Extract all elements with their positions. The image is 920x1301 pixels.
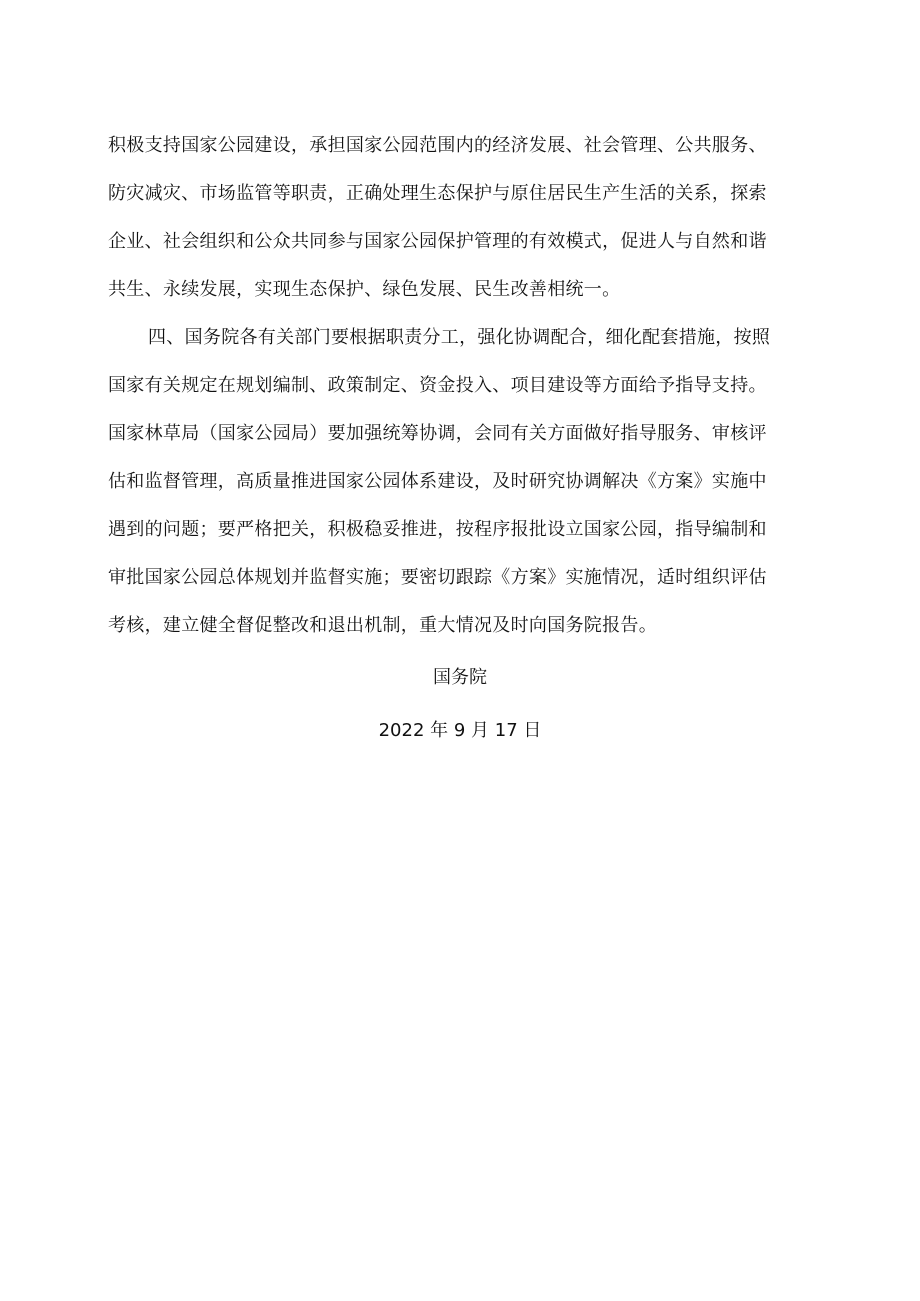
paragraph-line: 四、国务院各有关部门要根据职责分工，强化协调配合，细化配套措施，按照 [148, 327, 771, 348]
signature-date: 2022 年 9 月 17 日 [378, 720, 542, 741]
paragraph-line: 积极支持国家公园建设，承担国家公园范围内的经济发展、社会管理、公共服务、 [108, 135, 767, 156]
paragraph-line: 国家有关规定在规划编制、政策制定、资金投入、项目建设等方面给予指导支持。 [108, 375, 767, 396]
paragraph-line: 遇到的问题；要严格把关，积极稳妥推进，按程序报批设立国家公园，指导编制和 [108, 519, 767, 540]
paragraph-line: 防灾减灾、市场监管等职责，正确处理生态保护与原住居民生产生活的关系，探索 [108, 183, 767, 204]
paragraph-line: 考核，建立健全督促整改和退出机制，重大情况及时向国务院报告。 [108, 615, 657, 636]
signature-organization: 国务院 [433, 667, 487, 688]
document-body [108, 122, 820, 650]
paragraph-line: 国家林草局（国家公园局）要加强统筹协调，会同有关方面做好指导服务、审核评 [108, 423, 767, 444]
paragraph-line: 企业、社会组织和公众共同参与国家公园保护管理的有效模式，促进人与自然和谐 [108, 231, 767, 252]
paragraph-line: 审批国家公园总体规划并监督实施；要密切跟踪《方案》实施情况，适时组织评估 [108, 567, 767, 588]
paragraph-line: 共生、永续发展，实现生态保护、绿色发展、民生改善相统一。 [108, 279, 621, 300]
paragraph-line: 估和监督管理，高质量推进国家公园体系建设，及时研究协调解决《方案》实施中 [108, 471, 767, 492]
